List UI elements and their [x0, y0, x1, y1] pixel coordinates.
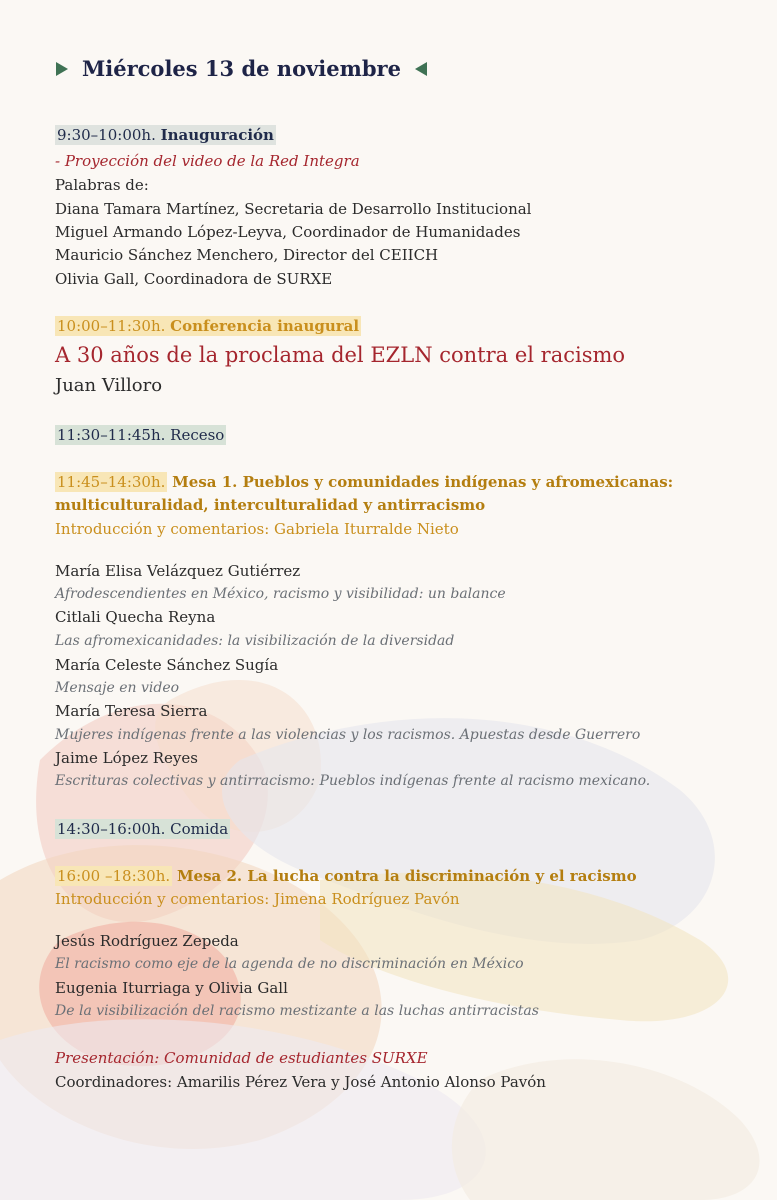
conferencia-title: A 30 años de la proclama del EZLN contra el racismo [55, 343, 626, 367]
talk-speaker: Jaime López Reyes [55, 749, 198, 767]
mesa1-intro: Introducción y comentarios: Gabriela Iturralde Nieto [55, 520, 459, 538]
conferencia-time-row [55, 317, 361, 335]
talk-title: Mujeres indígenas frente a las violencias y los racismos. Apuestas desde Guerrero [55, 727, 641, 743]
mesa2-intro: Introducción y comentarios: Jimena Rodríguez Pavón [55, 890, 460, 908]
talk-title: Las afromexicanidades: la visibilización de la diversidad [55, 633, 455, 649]
presentacion-label: Presentación: Comunidad de estudiantes SURXE [55, 1049, 428, 1067]
talk-title: Mensaje en video [55, 680, 180, 696]
mesa1-title-line1: Mesa 1. Pueblos y comunidades indígenas y afromexicanas: [172, 473, 674, 491]
inauguracion-speaker: Miguel Armando López-Leyva, Coordinador de Humanidades [55, 223, 521, 241]
comida-label: 14:30–16:00h. Comida [57, 820, 229, 838]
conferencia-time: 10:00–11:30h. [57, 317, 166, 335]
inauguracion-time: 9:30–10:00h. [57, 126, 156, 144]
comida-row [55, 820, 230, 838]
inauguracion-time-row [55, 126, 276, 144]
mesa2-title: Mesa 2. La lucha contra la discriminación y el racismo [176, 867, 637, 885]
talk-title: De la visibilización del racismo mestizante a las luchas antirracistas [55, 1003, 539, 1019]
talk-speaker: Citlali Quecha Reyna [55, 608, 216, 626]
talk-title: Afrodescendientes en México, racismo y visibilidad: un balance [55, 586, 506, 602]
inauguracion-speaker: Diana Tamara Martínez, Secretaria de Desarrollo Institucional [55, 200, 532, 218]
mesa2-heading [55, 867, 637, 885]
conferencia-label: Conferencia inaugural [170, 317, 360, 335]
inauguracion-speaker: Mauricio Sánchez Menchero, Director del CEIICH [55, 246, 439, 264]
talk-speaker: Eugenia Iturriaga y Olivia Gall [55, 979, 288, 997]
triangle-right-icon [56, 62, 68, 76]
receso-row [55, 426, 226, 444]
page-title: Miércoles 13 de noviembre [82, 56, 401, 81]
triangle-left-icon [415, 62, 427, 76]
talk-speaker: María Celeste Sánchez Sugía [55, 656, 279, 674]
talk-speaker: Jesús Rodríguez Zepeda [55, 932, 239, 950]
mesa1-title-line2: multiculturalidad, interculturalidad y antirracismo [55, 496, 486, 514]
conferencia-speaker: Juan Villoro [55, 375, 163, 396]
talk-speaker: María Elisa Velázquez Gutiérrez [55, 562, 301, 580]
talk-title: El racismo como eje de la agenda de no discriminación en México [55, 956, 524, 972]
inauguracion-video: - Proyección del video de la Red Integra [55, 152, 360, 170]
talk-speaker: María Teresa Sierra [55, 702, 208, 720]
talk-title: Escrituras colectivas y antirracismo: Pueblos indígenas frente al racismo mexicano. [55, 773, 651, 789]
inauguracion-label: Inauguración [160, 126, 274, 144]
inauguracion-words-label: Palabras de: [55, 176, 149, 194]
receso-label: 11:30–11:45h. Receso [57, 426, 225, 444]
inauguracion-speaker: Olivia Gall, Coordinadora de SURXE [55, 270, 333, 288]
mesa2-time: 16:00 –18:30h. [57, 867, 171, 885]
mesa1-heading-line1 [55, 473, 673, 491]
mesa1-time: 11:45–14:30h. [57, 473, 166, 491]
day-heading [56, 56, 427, 81]
presentacion-coordinators: Coordinadores: Amarilis Pérez Vera y José Antonio Alonso Pavón [55, 1073, 546, 1091]
